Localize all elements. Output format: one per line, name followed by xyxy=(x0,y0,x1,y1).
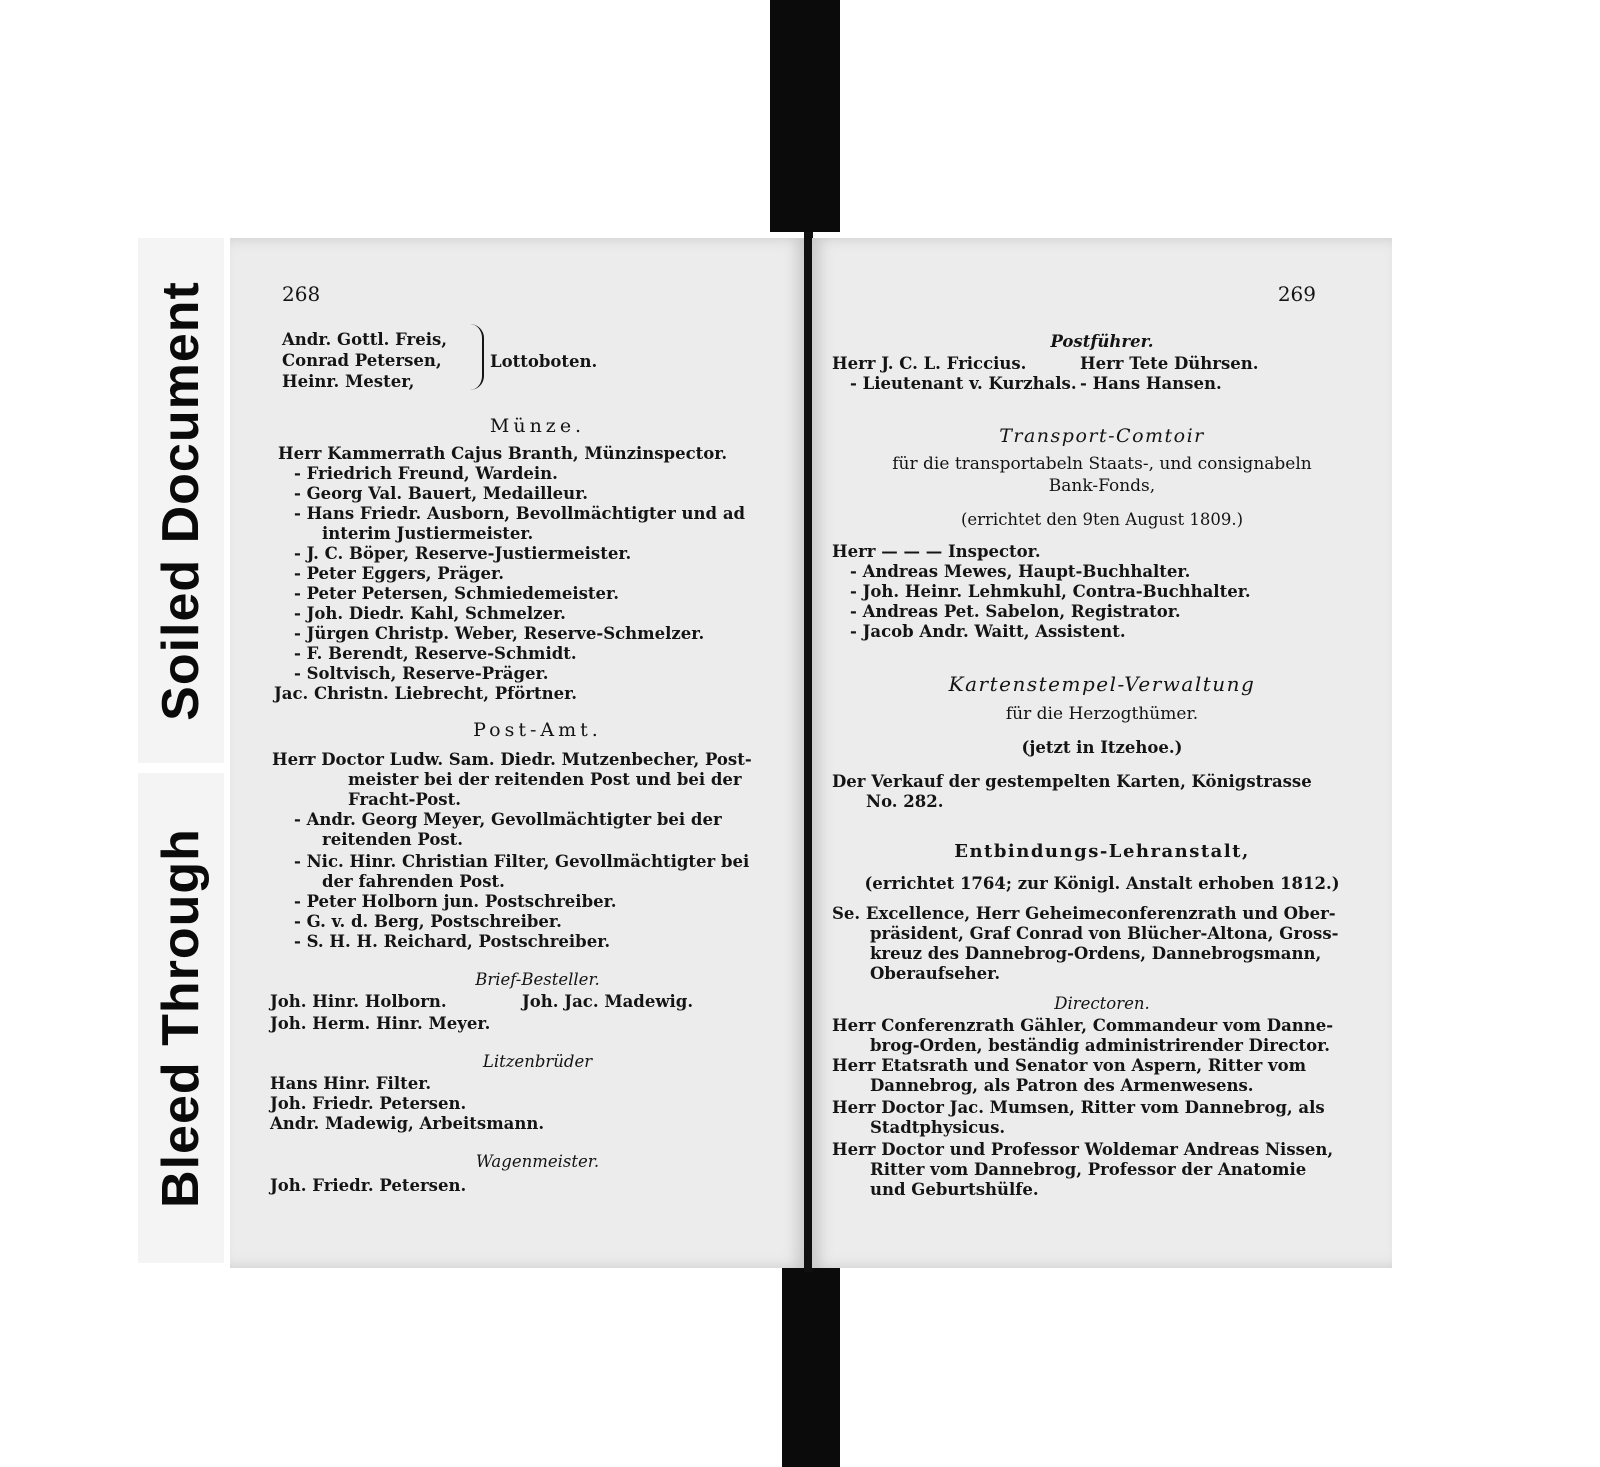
lotto-name: Heinr. Mester, xyxy=(282,372,415,391)
binder-strip-top xyxy=(770,0,840,232)
section-heading-entbindung: Entbindungs-Lehranstalt, xyxy=(954,841,1250,862)
director-line: Stadtphysicus. xyxy=(870,1118,1006,1137)
lotto-brace xyxy=(468,324,484,390)
transport-subtitle: Bank-Fonds, xyxy=(1048,476,1156,496)
transport-note: (errichtet den 9ten August 1809.) xyxy=(960,510,1244,529)
litzenbrueder-line: Andr. Madewig, Arbeitsmann. xyxy=(270,1114,545,1133)
muenze-line: - Peter Eggers, Präger. xyxy=(294,564,504,583)
wagenmeister-line: Joh. Friedr. Petersen. xyxy=(270,1176,467,1195)
transport-line: - Joh. Heinr. Lehmkuhl, Contra-Buchhalter. xyxy=(850,582,1251,601)
kartenstempel-subtitle: für die Herzogthümer. xyxy=(1005,704,1199,724)
section-heading-litzenbrueder: Litzenbrüder xyxy=(482,1052,593,1071)
page-number-left: 268 xyxy=(282,282,321,306)
section-heading-transport: Transport-Comtoir xyxy=(999,425,1205,447)
postfuehrer-line: - Lieutenant v. Kurzhals. xyxy=(850,374,1077,393)
page-number-right: 269 xyxy=(1277,282,1316,306)
litzenbrueder-line: Joh. Friedr. Petersen. xyxy=(270,1094,467,1113)
soiled-document-text: Soiled Document xyxy=(152,280,210,721)
left-page xyxy=(230,238,805,1268)
postfuehrer-line: Herr Tete Dührsen. xyxy=(1080,354,1259,373)
postamt-line: der fahrenden Post. xyxy=(322,872,505,891)
section-heading-kartenstempel: Kartenstempel-Verwaltung xyxy=(948,672,1256,696)
briefbesteller-line: Joh. Jac. Madewig. xyxy=(522,992,694,1011)
lotto-name: Conrad Petersen, xyxy=(282,351,442,370)
transport-line: Herr — — — Inspector. xyxy=(832,542,1041,561)
entbindung-note: (errichtet 1764; zur Königl. Anstalt erhoben 1812.) xyxy=(864,874,1340,893)
litzenbrueder-line: Hans Hinr. Filter. xyxy=(270,1074,432,1093)
transport-line: - Andreas Pet. Sabelon, Registrator. xyxy=(850,602,1181,621)
section-heading-postamt: Post-Amt. xyxy=(473,719,602,741)
right-page xyxy=(812,238,1392,1268)
muenze-line: - Soltvisch, Reserve-Präger. xyxy=(294,664,549,683)
postamt-line: reitenden Post. xyxy=(322,830,463,849)
directors-heading: Directoren. xyxy=(1054,994,1150,1013)
muenze-line: - Jürgen Christp. Weber, Reserve-Schmelzer. xyxy=(294,624,705,643)
binder-strip-bottom xyxy=(782,1262,840,1467)
bleed-through-text: Bleed Through xyxy=(152,828,210,1208)
soiled-document-label xyxy=(138,238,224,763)
muenze-line: - Georg Val. Bauert, Medailleur. xyxy=(294,484,589,503)
lotto-role: Lottoboten. xyxy=(490,352,598,371)
kartenstempel-line: Der Verkauf der gestempelten Karten, Königstrasse xyxy=(832,772,1312,791)
postfuehrer-line: - Hans Hansen. xyxy=(1080,374,1222,393)
director-line: brog-Orden, beständig administrirender Director. xyxy=(870,1036,1331,1055)
entbindung-line: kreuz des Dannebrog-Ordens, Dannebrogsmann, xyxy=(870,944,1322,963)
muenze-line: interim Justiermeister. xyxy=(322,524,534,543)
section-heading-muenze: Münze. xyxy=(489,415,586,437)
director-line: und Geburtshülfe. xyxy=(870,1180,1039,1199)
postamt-line: Fracht-Post. xyxy=(348,790,461,809)
director-line: Herr Etatsrath und Senator von Aspern, Ritter vom xyxy=(832,1056,1307,1075)
postamt-line: - Andr. Georg Meyer, Gevollmächtigter bei der xyxy=(294,810,722,829)
muenze-line: - Hans Friedr. Ausborn, Bevollmächtigter und ad xyxy=(294,504,746,523)
muenze-line: - Peter Petersen, Schmiedemeister. xyxy=(294,584,619,603)
entbindung-line: präsident, Graf Conrad von Blücher-Altona, Gross- xyxy=(870,924,1339,943)
director-line: Ritter vom Dannebrog, Professor der Anatomie xyxy=(870,1160,1307,1179)
postamt-line: - S. H. H. Reichard, Postschreiber. xyxy=(294,932,611,951)
muenze-line: - Joh. Diedr. Kahl, Schmelzer. xyxy=(294,604,566,623)
muenze-line: - F. Berendt, Reserve-Schmidt. xyxy=(294,644,577,663)
director-line: Herr Doctor Jac. Mumsen, Ritter vom Dannebrog, als xyxy=(832,1098,1325,1117)
kartenstempel-note: (jetzt in Itzehoe.) xyxy=(1021,738,1183,757)
muenze-line: - J. C. Böper, Reserve-Justiermeister. xyxy=(294,544,632,563)
postamt-line: - G. v. d. Berg, Postschreiber. xyxy=(294,912,562,931)
entbindung-line: Se. Excellence, Herr Geheimeconferenzrath und Ober- xyxy=(832,904,1336,923)
muenze-line: Herr Kammerrath Cajus Branth, Münzinspector. xyxy=(278,444,728,463)
briefbesteller-line: Joh. Hinr. Holborn. xyxy=(270,992,447,1011)
transport-subtitle: für die transportabeln Staats-, und consignabeln xyxy=(892,454,1312,474)
section-heading-postfuehrer: Postführer. xyxy=(1050,332,1154,351)
muenze-line: - Friedrich Freund, Wardein. xyxy=(294,464,558,483)
entbindung-line: Oberaufseher. xyxy=(870,964,1001,983)
section-heading-wagenmeister: Wagenmeister. xyxy=(475,1152,600,1171)
kartenstempel-line: No. 282. xyxy=(866,792,944,811)
transport-line: - Andreas Mewes, Haupt-Buchhalter. xyxy=(850,562,1191,581)
bleed-through-label xyxy=(138,773,224,1263)
section-heading-briefbesteller: Brief-Besteller. xyxy=(475,970,600,989)
director-line: Herr Doctor und Professor Woldemar Andreas Nissen, xyxy=(832,1140,1334,1159)
director-line: Herr Conferenzrath Gähler, Commandeur vom Danne- xyxy=(832,1016,1334,1035)
briefbesteller-line: Joh. Herm. Hinr. Meyer. xyxy=(270,1014,491,1033)
transport-line: - Jacob Andr. Waitt, Assistent. xyxy=(850,622,1126,641)
postfuehrer-line: Herr J. C. L. Friccius. xyxy=(832,354,1027,373)
postamt-line: Herr Doctor Ludw. Sam. Diedr. Mutzenbecher, Post- xyxy=(272,750,752,769)
director-line: Dannebrog, als Patron des Armenwesens. xyxy=(870,1076,1254,1095)
muenze-line: Jac. Christn. Liebrecht, Pförtner. xyxy=(274,684,578,703)
lotto-name: Andr. Gottl. Freis, xyxy=(282,330,448,349)
postamt-line: - Nic. Hinr. Christian Filter, Gevollmächtigter bei xyxy=(294,852,750,871)
postamt-line: meister bei der reitenden Post und bei der xyxy=(348,770,742,789)
postamt-line: - Peter Holborn jun. Postschreiber. xyxy=(294,892,617,911)
